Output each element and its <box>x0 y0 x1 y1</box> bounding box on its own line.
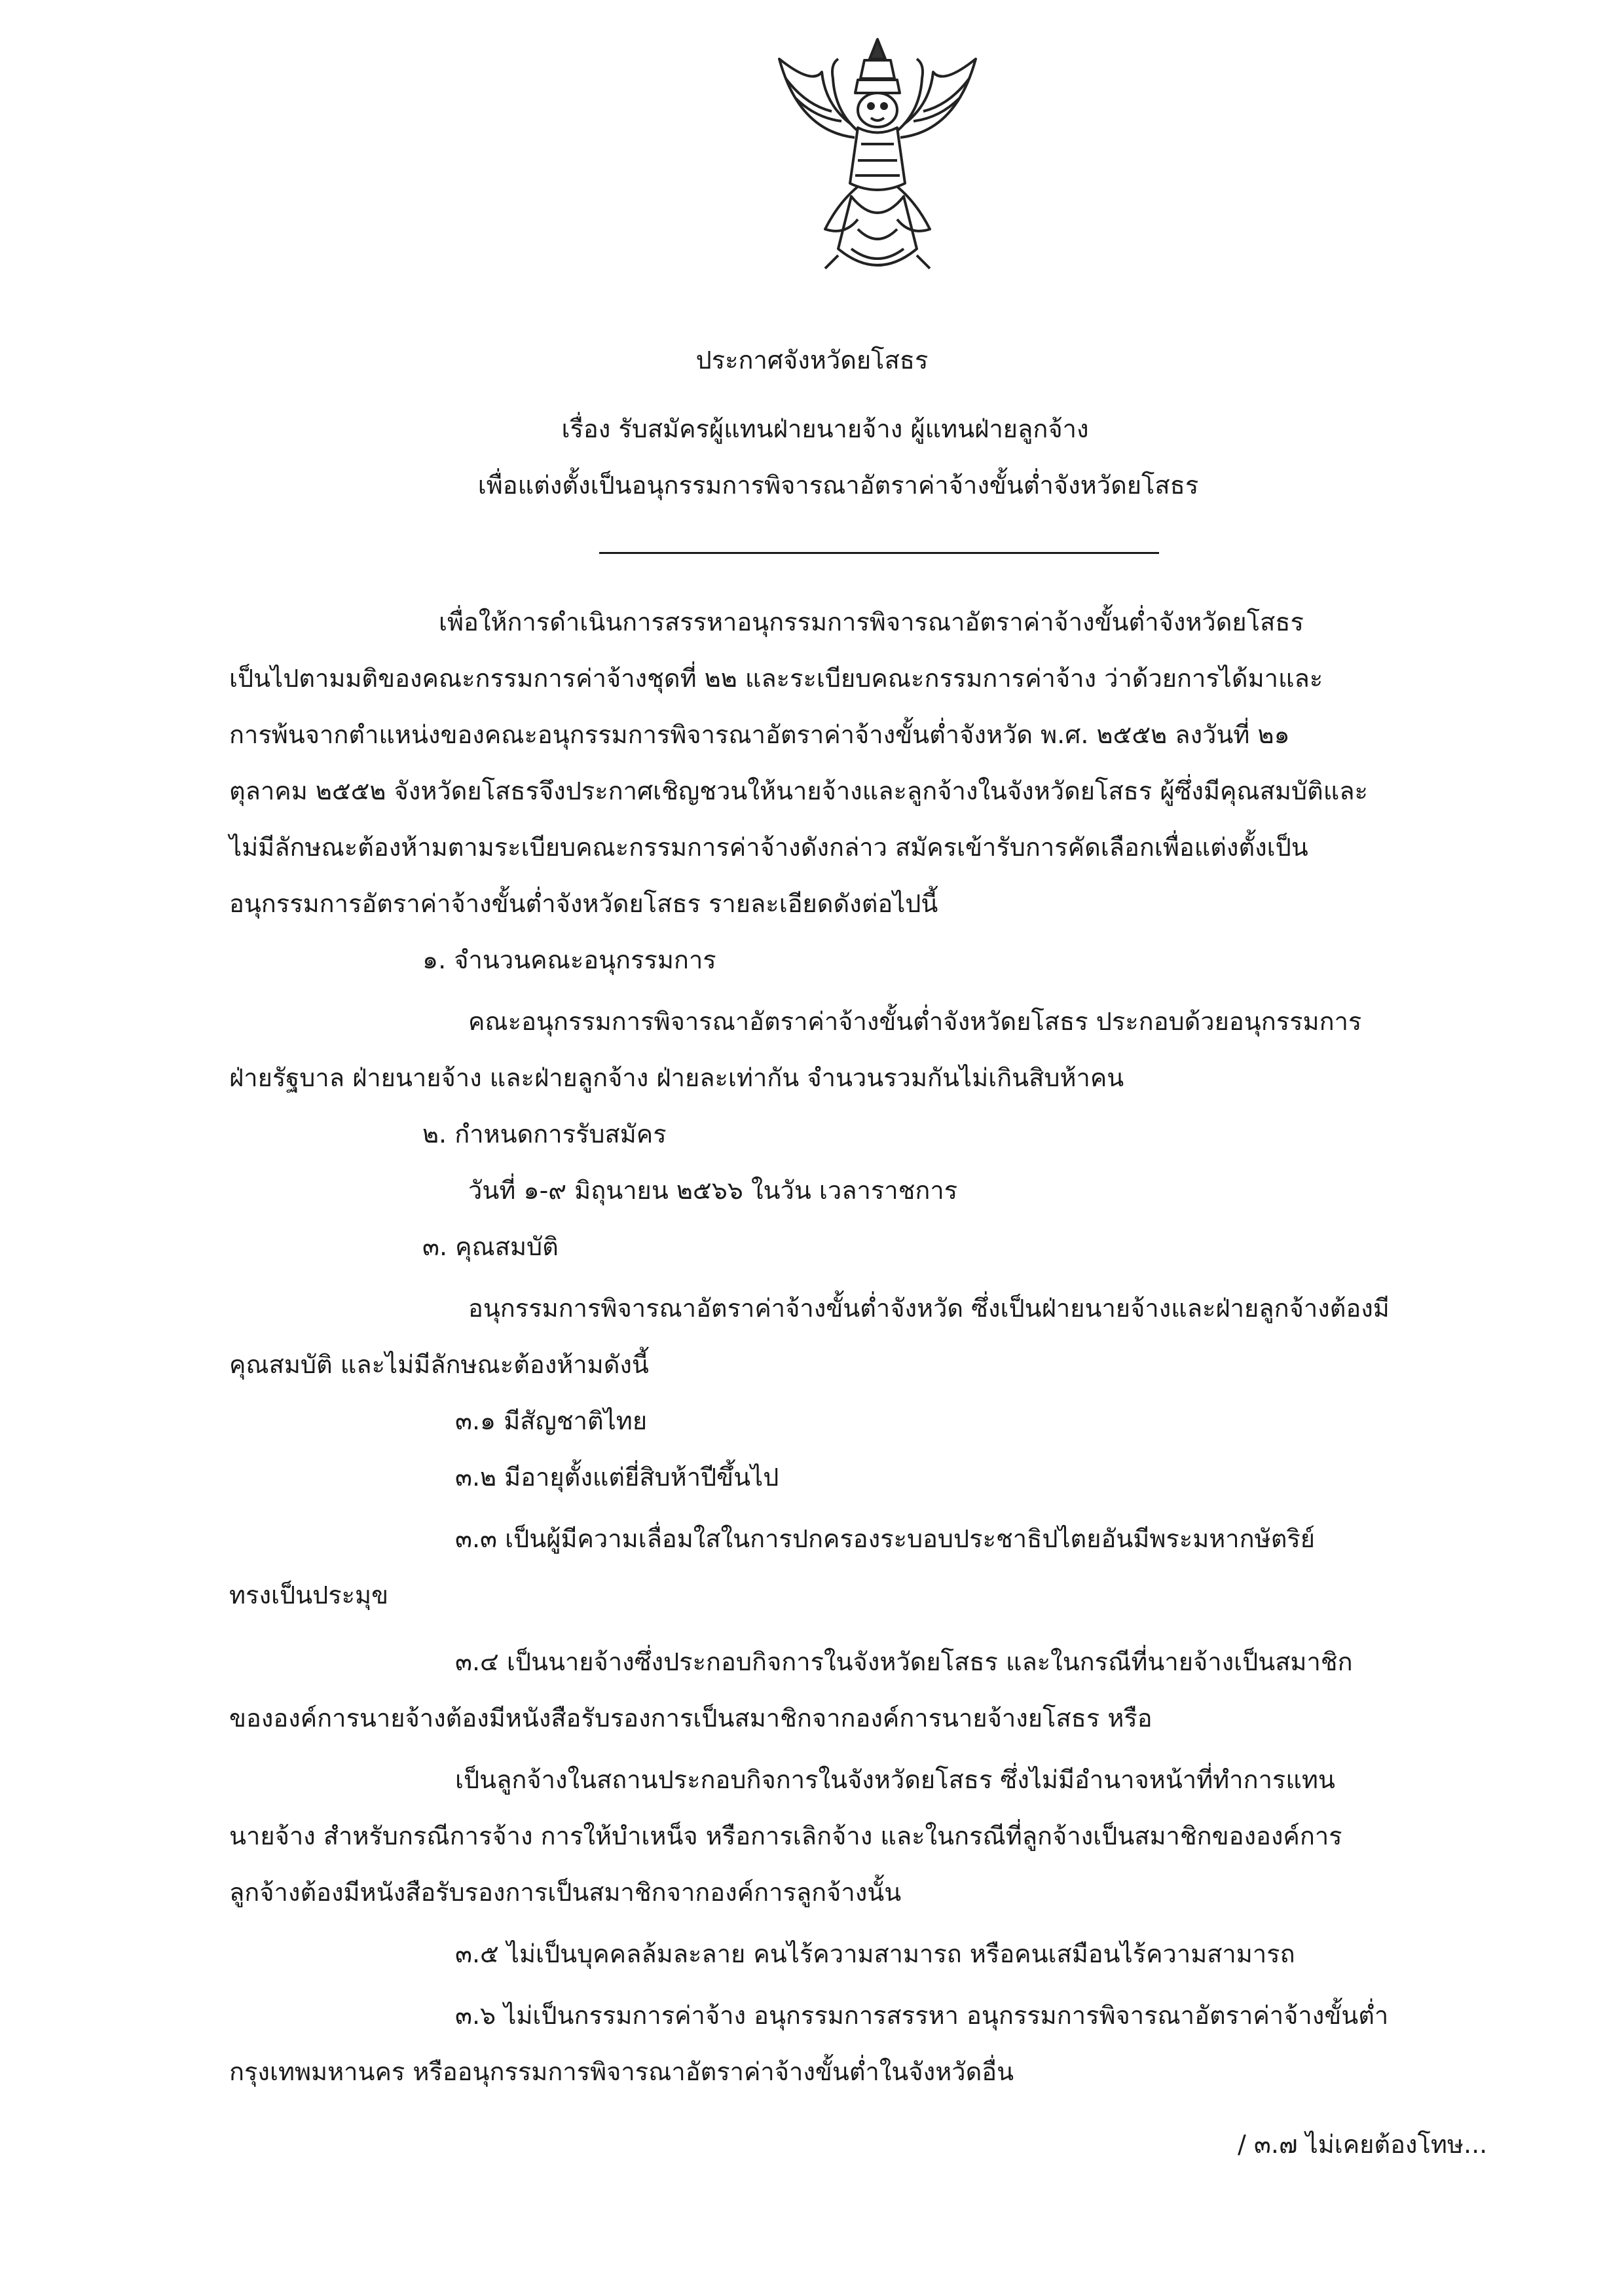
item-3-1: ๓.๑ มีสัญชาติไทย <box>455 1406 648 1435</box>
section-2-title: ๒. กำหนดการรับสมัคร <box>422 1120 667 1148</box>
item-3-4: ๓.๔ เป็นนายจ้างซึ่งประกอบกิจการในจังหวัดยโสธร และในกรณีที่นายจ้างเป็นสมาชิก <box>455 1647 1353 1676</box>
intro-line: ไม่มีลักษณะต้องห้ามตามระเบียบคณะกรรมการค่าจ้างดังกล่าว สมัครเข้ารับการคัดเลือกเพื่อแต่งตั้งเป็น <box>229 833 1308 862</box>
item-3-4-cont: ขององค์การนายจ้างต้องมีหนังสือรับรองการเป็นสมาชิกจากองค์การนายจ้างยโสธร หรือ <box>229 1704 1153 1733</box>
section-1-line: คณะอนุกรรมการพิจารณาอัตราค่าจ้างขั้นต่ำจังหวัดยโสธร ประกอบด้วยอนุกรรมการ <box>468 1007 1362 1036</box>
garuda-emblem <box>760 33 995 288</box>
item-3-2: ๓.๒ มีอายุตั้งแต่ยี่สิบห้าปีขึ้นไป <box>455 1463 779 1492</box>
garuda-emblem-icon <box>760 33 995 288</box>
intro-line: เป็นไปตามมติของคณะกรรมการค่าจ้างชุดที่ ๒๒ และระเบียบคณะกรรมการค่าจ้าง ว่าด้วยการได้มาและ <box>229 664 1323 693</box>
announcement-subject: เรื่อง รับสมัครผู้แทนฝ่ายนายจ้าง ผู้แทนฝ่ายลูกจ้าง <box>561 414 1089 443</box>
intro-line: อนุกรรมการอัตราค่าจ้างขั้นต่ำจังหวัดยโสธร รายละเอียดดังต่อไปนี้ <box>229 889 938 918</box>
section-1-line: ฝ่ายรัฐบาล ฝ่ายนายจ้าง และฝ่ายลูกจ้าง ฝ่ายละเท่ากัน จำนวนรวมกันไม่เกินสิบห้าคน <box>229 1063 1124 1092</box>
section-3-line: คุณสมบัติ และไม่มีลักษณะต้องห้ามดังนี้ <box>229 1350 649 1379</box>
section-3-title: ๓. คุณสมบัติ <box>422 1232 559 1261</box>
item-3-3: ๓.๓ เป็นผู้มีความเลื่อมใสในการปกครองระบอบประชาธิปไตยอันมีพระมหากษัตริย์ <box>455 1524 1316 1553</box>
announcement-title: ประกาศจังหวัดยโสธร <box>695 346 929 375</box>
section-3-line: อนุกรรมการพิจารณาอัตราค่าจ้างขั้นต่ำจังหวัด ซึ่งเป็นฝ่ายนายจ้างและฝ่ายลูกจ้างต้องมี <box>468 1294 1390 1323</box>
announcement-subject-2: เพื่อแต่งตั้งเป็นอนุกรรมการพิจารณาอัตราค่าจ้างขั้นต่ำจังหวัดยโสธร <box>477 471 1199 500</box>
item-3-6-cont: กรุงเทพมหานคร หรืออนุกรรมการพิจารณาอัตราค่าจ้างขั้นต่ำในจังหวัดอื่น <box>229 2057 1014 2086</box>
item-3-5: ๓.๕ ไม่เป็นบุคคลล้มละลาย คนไร้ความสามารถ หรือคนเสมือนไร้ความสามารถ <box>455 1939 1295 1968</box>
intro-line: ตุลาคม ๒๕๕๒ จังหวัดยโสธรจึงประกาศเชิญชวนให้นายจ้างและลูกจ้างในจังหวัดยโสธร ผู้ซึ่งมีคุณสมบัติและ <box>229 777 1368 805</box>
continuation-note: / ๓.๗ ไม่เคยต้องโทษ... <box>1238 2130 1488 2159</box>
item-3-6: ๓.๖ ไม่เป็นกรรมการค่าจ้าง อนุกรรมการสรรหา อนุกรรมการพิจารณาอัตราค่าจ้างขั้นต่ำ <box>455 2001 1389 2030</box>
section-2-line: วันที่ ๑-๙ มิถุนายน ๒๕๖๖ ในวัน เวลาราชการ <box>468 1176 958 1205</box>
item-3-4-cont: นายจ้าง สำหรับกรณีการจ้าง การให้บำเหน็จ หรือการเลิกจ้าง และในกรณีที่ลูกจ้างเป็นสมาชิกขององค์การ <box>229 1822 1342 1850</box>
intro-line: เพื่อให้การดำเนินการสรรหาอนุกรรมการพิจารณาอัตราค่าจ้างขั้นต่ำจังหวัดยโสธร <box>439 608 1304 636</box>
section-1-title: ๑. จำนวนคณะอนุกรรมการ <box>422 946 716 974</box>
intro-line: การพ้นจากตำแหน่งของคณะอนุกรรมการพิจารณาอัตราค่าจ้างขั้นต่ำจังหวัด พ.ศ. ๒๕๕๒ ลงวันที่ ๒๑ <box>229 720 1290 749</box>
item-3-4-cont: เป็นลูกจ้างในสถานประกอบกิจการในจังหวัดยโสธร ซึ่งไม่มีอำนาจหน้าที่ทำการแทน <box>455 1765 1335 1794</box>
item-3-4-cont: ลูกจ้างต้องมีหนังสือรับรองการเป็นสมาชิกจากองค์การลูกจ้างนั้น <box>229 1878 902 1907</box>
item-3-3-cont: ทรงเป็นประมุข <box>229 1581 389 1609</box>
title-divider <box>599 552 1159 554</box>
